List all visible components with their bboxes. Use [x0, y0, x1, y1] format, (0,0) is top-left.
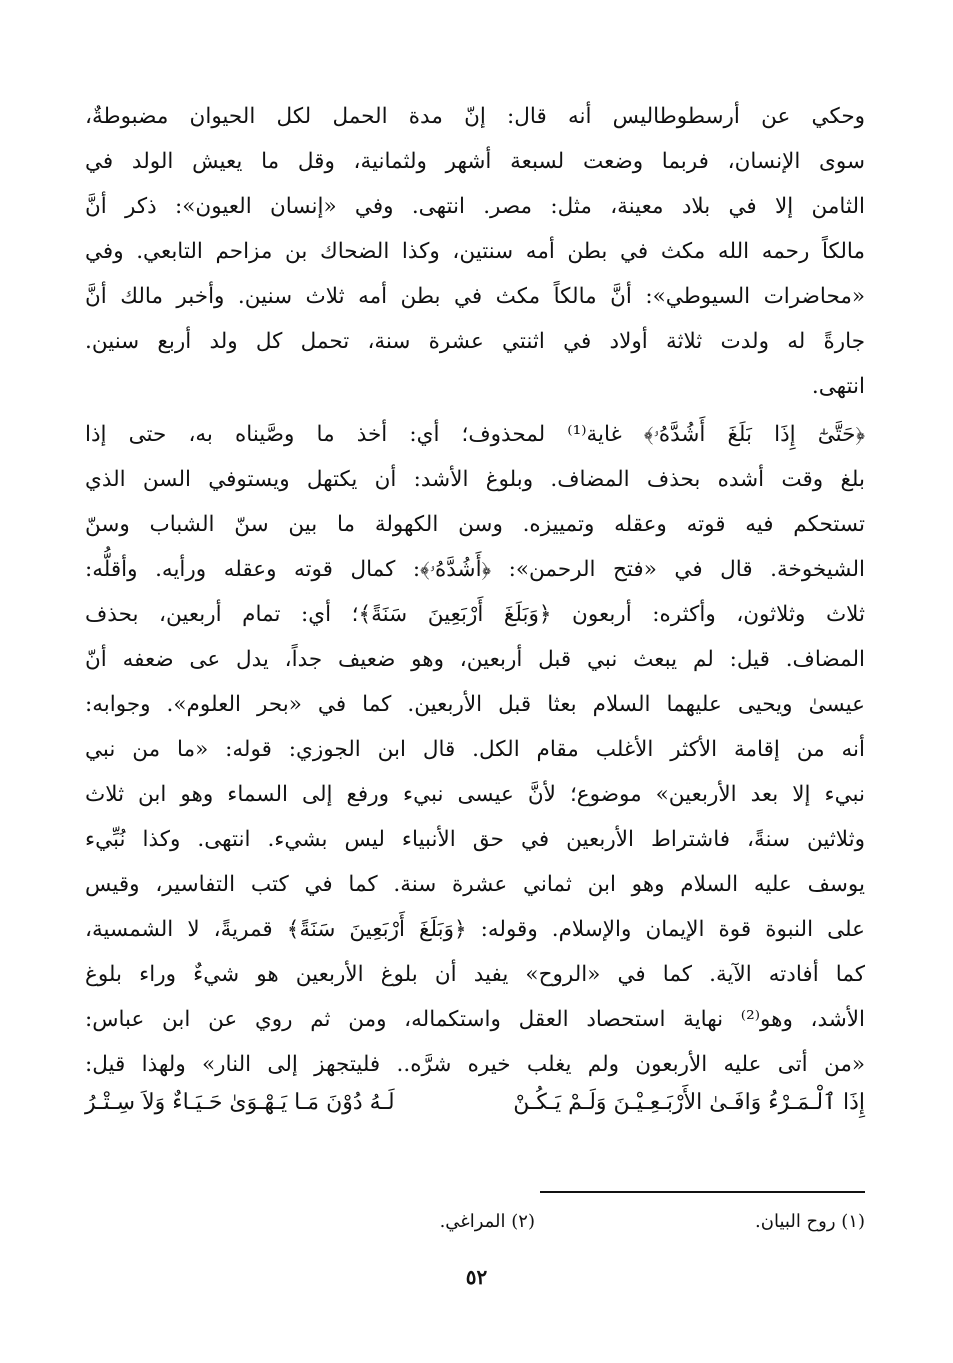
- text-line: تستحكم فيه قوته وعقله وتمييزه. وسن الكهولة ما بين سنّ الشباب وسنّ: [85, 512, 865, 537]
- page-number: ٥٢: [465, 1265, 488, 1289]
- poetry-verse: [85, 1080, 865, 1125]
- text-line: عيسىٰ ويحيى عليهما السلام بعثا قبل الأربعين. كما في «بحر العلوم». وجوابه:: [85, 692, 865, 717]
- text-line: ﴿حَتَّىٰٓ إِذَا بَلَغَ أَشُدَّهُۥ﴾ غاية⁽¹⁾ لمحذوف؛ أي: أخذ ما وصَّيناه به، حتى إذا: [85, 422, 865, 447]
- text-line: على النبوة قوة الإيمان والإسلام. وقوله: ﴿وَبَلَغَ أَرْبَعِينَ سَنَةً﴾ قمريةً، لا الشمسية،: [85, 917, 865, 942]
- footnote-2: (٢) المراغي.: [439, 1211, 535, 1232]
- text-line: الثامن إلا في بلاد معينة، مثل: مصر. انتهى. وفي «إنسان العيون»: ذكر أنَّ: [85, 194, 865, 219]
- verse-first-hemistich: إِذَا ٱلْـمَـرْءُ وَافَـىٰ الأَرْبَـعِـيْـنَ وَلَـمْ يَـكُـنْ: [513, 1090, 865, 1115]
- text-line: بلغ وقت أشده بحذف المضاف. وبلوغ الأشد: أن يكتهل ويستوفي السن الذي: [85, 467, 865, 492]
- text-line: انتهى.: [811, 374, 865, 399]
- text-line: وحكي عن أرسطوطاليس أنه قال: إنّ مدة الحمل لكل الحيوان مضبوطةٌ،: [85, 104, 865, 129]
- text-line: جارةً له ولدت ثلاثة أولاد في اثنتي عشرة سنة، تحمل كل ولد أربع سنين.: [85, 329, 865, 354]
- text-line: ثلاث وثلاثون، وأكثره: أربعون ﴿وَبَلَغَ أَرْبَعِينَ سَنَةً﴾؛ أي: تمام أربعين، بحذف: [85, 602, 865, 627]
- footnote-divider: [540, 1191, 865, 1193]
- text-line: نبيء إلا بعد الأربعين» موضوع؛ لأنَّ عيسى نبيء ورفع إلى السماء وهو ابن ثلاث: [85, 782, 865, 807]
- text-line: الأشد، وهو⁽²⁾ نهاية استحصاد العقل واستكماله، ومن ثم روي عن ابن عباس:: [85, 1007, 865, 1032]
- text-line: مالكاً رحمه الله مكث في بطن أمه سنتين، وكذا الضحاك بن مزاحم التابعي. وفي: [85, 239, 865, 264]
- text-line: أنه من إقامة الأكثر الأغلب مقام الكل. قال ابن الجوزي: قوله: «ما من نبي: [85, 737, 865, 762]
- text-line: كما أفادته الآية. كما في «الروح» يفيد أن بلوغ الأربعين هو شيءٌ وراء بلوغ: [85, 962, 865, 987]
- text-line: «محاضرات السيوطي»: أنَّ مالكاً مكث في بطن أمه ثلاث سنين. وأخبر مالك أنَّ: [85, 284, 865, 309]
- text-line: وثلاثين سنةً، فاشتراط الأربعين في حق الأنبياء ليس بشيء. انتهى. وكذا نُبِّيء: [85, 827, 865, 852]
- verse-second-hemistich: لَـهُ دُوْنَ مَـا يَـهْـوَىٰ حَـيَـاءٌ وَلاَ سِـتْـرُ: [85, 1090, 395, 1115]
- footnotes: [325, 1207, 865, 1237]
- footnote-1: (١) روح البيان.: [755, 1211, 865, 1232]
- paragraph-2: [85, 412, 865, 1087]
- paragraph-1: [85, 94, 865, 409]
- text-line: «من أتى عليه الأربعون ولم يغلب خيره شرَّه.. فليتجهز إلى النار» ولهذا قيل:: [85, 1052, 865, 1077]
- text-line: سوى الإنسان، فربما وضعت لسبعة أشهر ولثمانية، وقل ما يعيش الولد في: [85, 149, 865, 174]
- text-line: يوسف عليه السلام وهو ابن ثماني عشرة سنة. كما في كتب التفاسير، وقيس: [85, 872, 865, 897]
- text-line: المضاف. قيل: لم يبعث نبي قبل أربعين، وهو ضعيف جداً، يدل عى ضعفه أنّ: [85, 647, 865, 672]
- text-line: الشيخوخة. قال في «فتح الرحمن»: ﴿أَشُدَّهُۥ﴾: كمال قوته وعقله ورأيه. وأقلُّه:: [85, 557, 865, 582]
